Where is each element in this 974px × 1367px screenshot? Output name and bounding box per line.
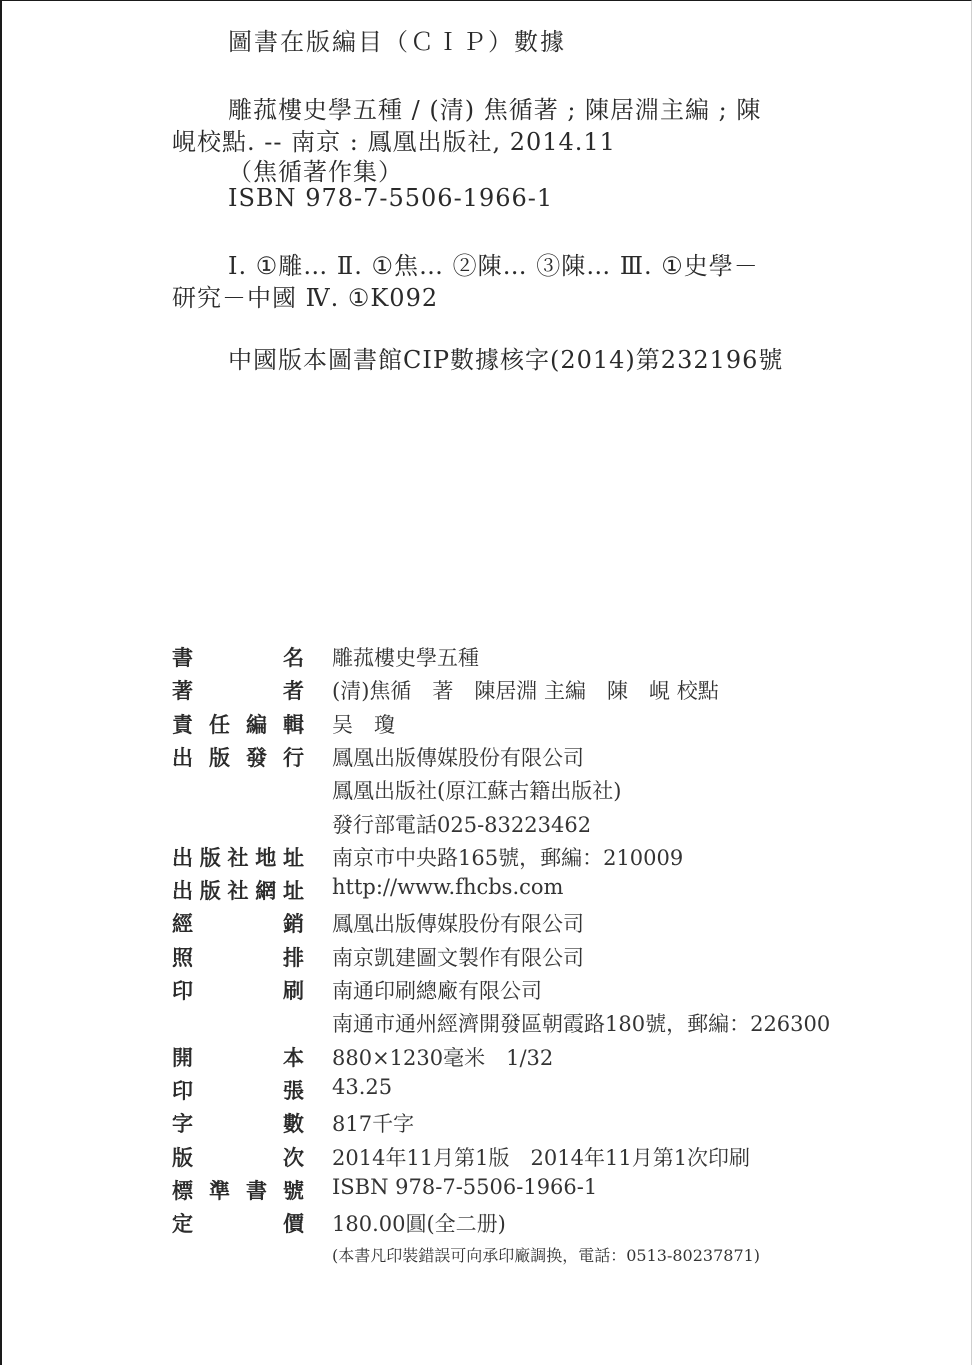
colophon-label [172,875,304,905]
colophon-value: 南京凱建圖文製作有限公司 [332,945,584,970]
colophon-label-char: 址 [283,879,304,904]
colophon-note: (本書凡印裝錯誤可向承印廠調换，電話：0513-80237871) [332,1246,761,1265]
colophon-label-char: 出 [172,879,193,904]
colophon-label-char: 開 [172,1045,193,1070]
colophon-value: 817千字 [332,1112,415,1137]
colophon-label-char: 字 [172,1112,193,1137]
colophon-value: 鳳凰出版傳媒股份有限公司 [332,745,584,770]
colophon-label [172,842,304,872]
colophon-label [172,1108,304,1138]
colophon-value: 吴 瓊 [332,712,395,737]
colophon-label [172,1075,304,1105]
cip-classification-line-1: Ⅰ. ①雕… Ⅱ. ①焦… ②陳… ③陳… Ⅲ. ①史學－ [228,252,759,280]
colophon-label-char: 書 [246,1178,267,1203]
colophon-label-char: 版 [209,745,230,770]
colophon-label-char: 社 [227,879,249,904]
colophon-value: http://www.fhcbs.com [332,875,564,900]
colophon-value: ISBN 978-7-5506-1966-1 [332,1174,598,1199]
colophon-value: 180.00圓(全二册) [332,1212,506,1237]
colophon-label [172,1042,304,1072]
colophon-label-char: 任 [209,712,230,737]
colophon-value: 鳳凰出版傳媒股份有限公司 [332,912,584,937]
colophon-label-char: 印 [172,1078,193,1103]
cip-classification-line-2: 研究－中國 Ⅳ. ①K092 [172,284,439,312]
colophon-label-char: 責 [172,712,193,737]
colophon-label [172,1175,304,1205]
colophon-label-char: 張 [283,1078,304,1103]
colophon-label [172,942,304,972]
colophon-label-char: 網 [255,879,277,904]
colophon-value: 43.25 [332,1074,393,1099]
colophon-label-char: 名 [283,646,304,670]
colophon-value: 南京市中央路165號，郵編：210009 [332,845,684,870]
colophon-label [172,642,304,672]
colophon-label-char: 著 [172,679,193,704]
colophon-label-char: 照 [172,945,193,970]
colophon-label-char: 銷 [283,912,304,937]
colophon-label-char: 號 [283,1178,304,1203]
colophon-label-char: 發 [246,745,267,770]
colophon-label-char: 定 [172,1212,193,1237]
colophon-label-char: 編 [246,712,267,737]
colophon-label-char: 輯 [283,712,304,737]
colophon-label-char: 版 [199,845,221,870]
colophon-label-char: 準 [209,1178,230,1203]
colophon-label-char: 出 [172,745,193,770]
colophon-label-char: 行 [283,745,304,770]
colophon-value: (清)焦循 著 陳居淵 主編 陳 峴 校點 [332,679,719,704]
cip-title: 圖書在版編目（ＣＩＰ）數據 [228,28,566,56]
colophon-label-char: 刷 [283,979,304,1003]
colophon-label-char: 址 [283,845,304,870]
colophon-label-char: 書 [172,646,193,670]
colophon-value: 鳳凰出版社(原江蘇古籍出版社) [332,779,622,804]
colophon-label-char: 次 [283,1145,304,1170]
colophon-label-char: 排 [283,945,304,970]
colophon-label-char: 數 [283,1112,304,1137]
cip-number: 中國版本圖書館CIP數據核字(2014)第232196號 [228,346,784,374]
colophon-value: 2014年11月第1版 2014年11月第1次印刷 [332,1145,751,1170]
colophon-label [172,675,304,705]
colophon-label-char: 出 [172,845,193,870]
colophon-label [172,709,304,739]
colophon-label-char: 經 [172,912,193,937]
colophon-label [172,1142,304,1172]
cip-series: （焦循著作集） [228,158,403,186]
colophon-label [172,1208,304,1238]
colophon-label-char: 印 [172,979,193,1003]
colophon-label-char: 本 [283,1045,304,1070]
cip-entry-line-2: 峴校點. -- 南京 : 鳳凰出版社, 2014.11 [172,128,616,156]
colophon-value: 發行部電話025-83223462 [332,812,592,837]
colophon-label-char: 版 [199,879,221,904]
colophon-label-char: 版 [172,1145,193,1170]
colophon-value: 880×1230毫米 1/32 [332,1045,554,1070]
colophon-value: 南通印刷總廠有限公司 [332,979,542,1003]
colophon-label-char: 者 [283,679,304,704]
colophon-label-char: 地 [255,845,277,870]
cip-entry-line-1: 雕菰樓史學五種 / (清) 焦循著 ; 陳居淵主編 ; 陳 [228,96,762,124]
colophon-label-char: 社 [227,845,249,870]
colophon-label [172,975,304,1005]
colophon-label [172,742,304,772]
colophon-label-char: 標 [172,1178,193,1203]
cip-isbn: ISBN 978-7-5506-1966-1 [228,184,554,212]
colophon-value: 南通市通州經濟開發區朝霞路180號，郵編：226300 [332,1012,831,1037]
colophon-label [172,908,304,938]
colophon-label-char: 價 [283,1212,304,1237]
colophon-value: 雕菰樓史學五種 [332,646,479,670]
